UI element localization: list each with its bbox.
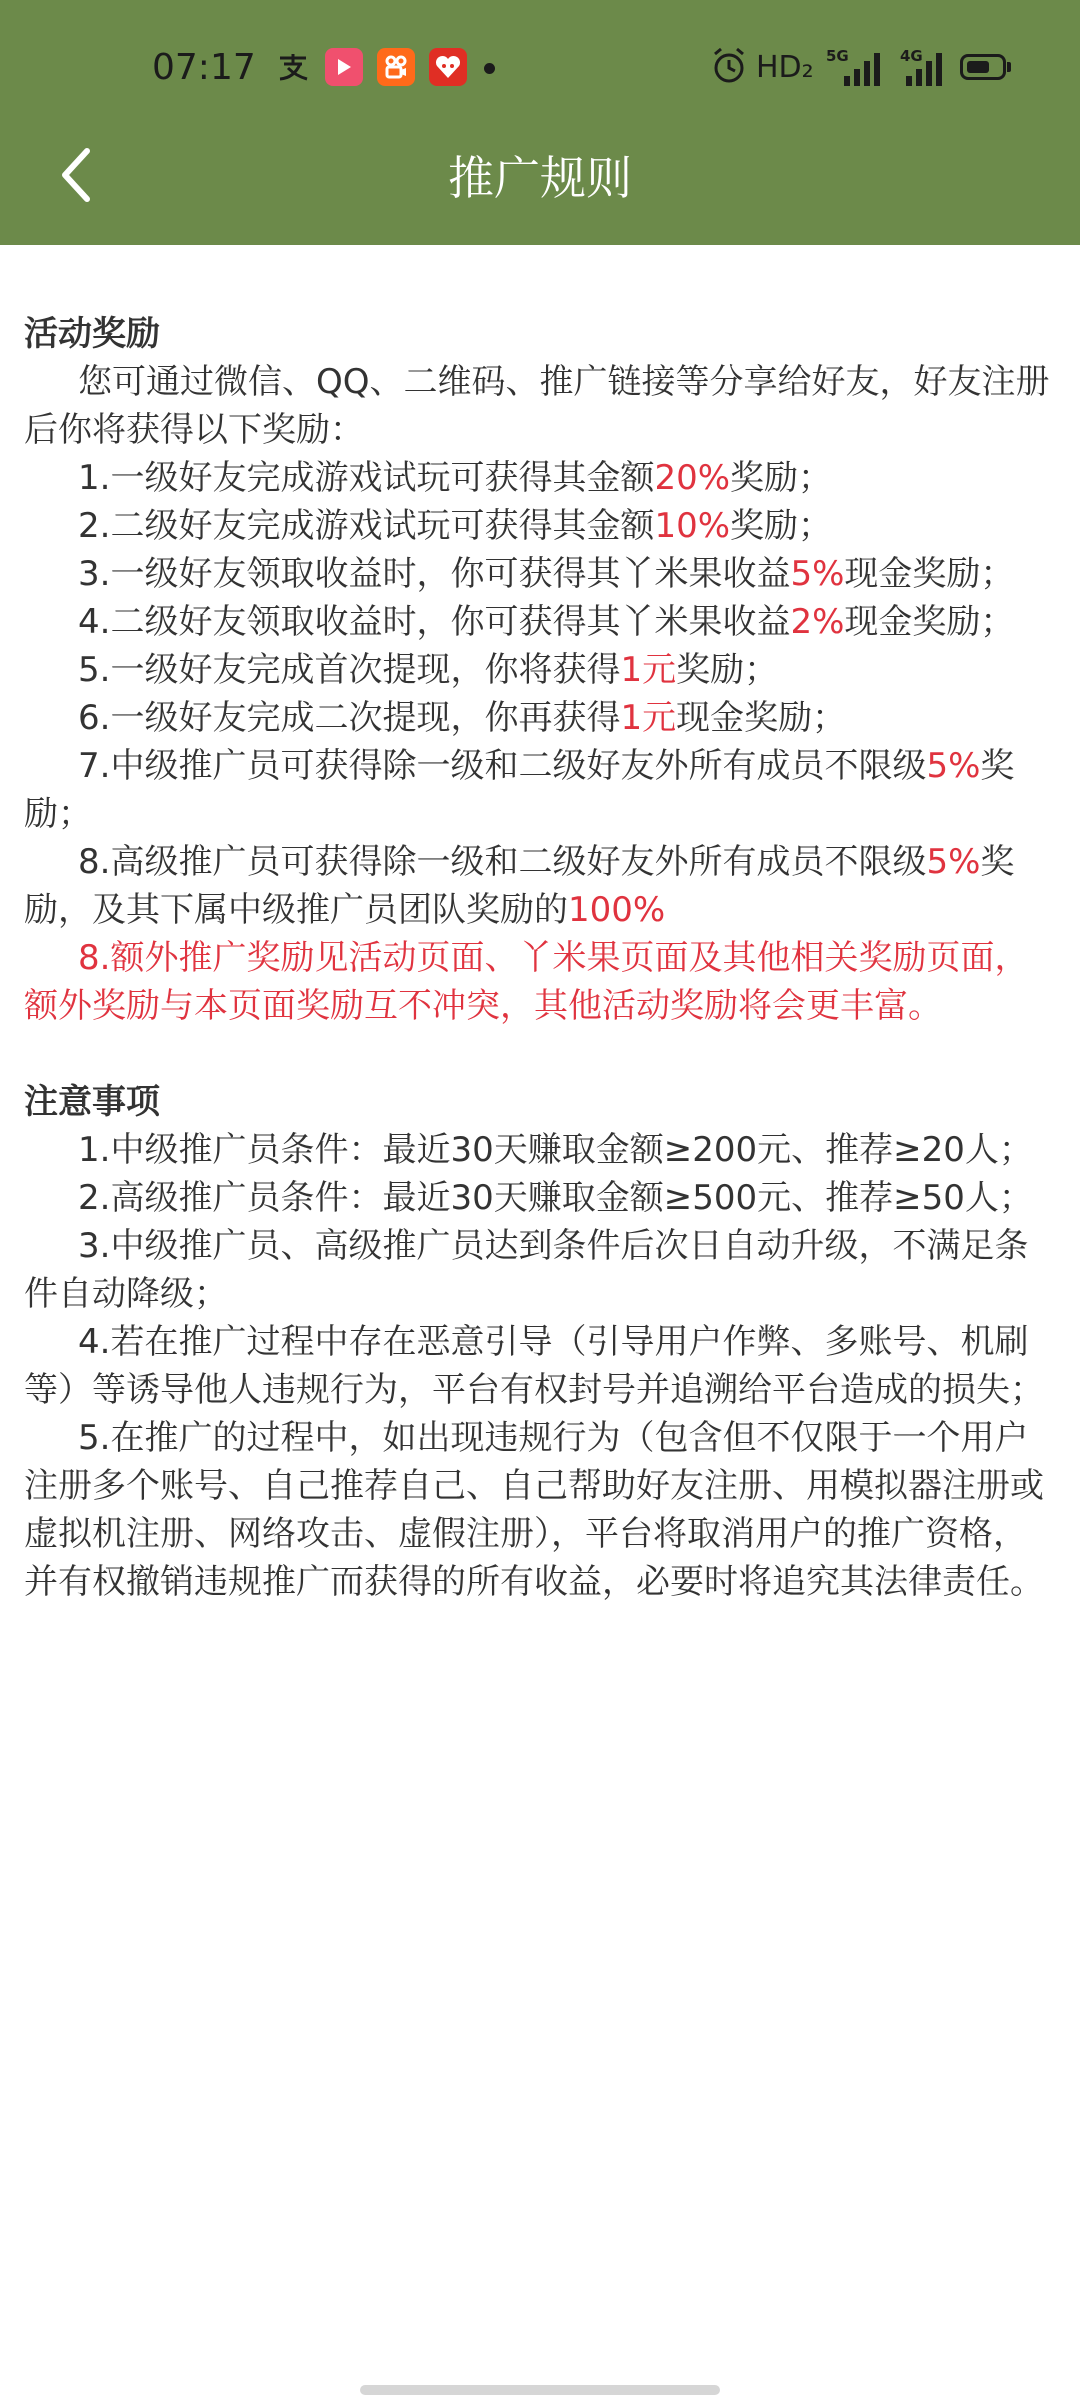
alipay-icon xyxy=(274,48,312,86)
reward-item-5: 5.一级好友完成首次提现，你将获得1元奖励； xyxy=(78,650,779,690)
note-item-5: 5.在推广的过程中，如出现违规行为（包含但不仅限于一个用户注册多个账号、自己推荐自己、自己帮助好友注册、用模拟器注册或虚拟机注册、网络攻击、虚假注册），平台将取消用户的推广资格，并有权撤销违规推广而获得的所有收益，必要时将追究其法律责任。 xyxy=(24,1418,1044,1602)
home-indicator[interactable] xyxy=(360,2385,720,2395)
rewards-section-title: 活动奖励 xyxy=(24,314,160,354)
note-item-3: 3.中级推广员、高级推广员达到条件后次日自动升级，不满足条件自动降级； xyxy=(24,1226,1029,1314)
note-item-2: 2.高级推广员条件：最近30天赚取金额≥500元、推荐≥50人； xyxy=(78,1178,1033,1218)
notification-dot-icon xyxy=(484,63,495,74)
battery-icon xyxy=(960,54,1006,80)
alarm-icon xyxy=(710,46,748,90)
rewards-intro: 您可通过微信、QQ、二维码、推广链接等分享给好友，好友注册后你将获得以下奖励： xyxy=(24,362,1050,450)
reward-item-6: 6.一级好友完成二次提现，你再获得1元现金奖励； xyxy=(78,698,847,738)
video-app-icon xyxy=(325,48,363,86)
status-time: 07:17 xyxy=(152,47,256,88)
network-4g-label: 4G xyxy=(900,47,923,65)
notes-section-title: 注意事项 xyxy=(24,1082,160,1122)
network-5g-label: 5G xyxy=(826,47,849,65)
reward-item-2: 2.二级好友完成游戏试玩可获得其金额10%奖励； xyxy=(78,506,833,546)
reward-item-4: 4.二级好友领取收益时，你可获得其丫米果收益2%现金奖励； xyxy=(78,602,1015,642)
note-item-1: 1.中级推广员条件：最近30天赚取金额≥200元、推荐≥20人； xyxy=(78,1130,1033,1170)
battery-tip xyxy=(1007,62,1011,72)
reward-item-7: 7.中级推广员可获得除一级和二级好友外所有成员不限级5%奖励； xyxy=(24,746,1015,834)
reward-extra-note: 8.额外推广奖励见活动页面、丫米果页面及其他相关奖励页面，额外奖励与本页面奖励互不冲突，其他活动奖励将会更丰富。 xyxy=(24,938,1029,1026)
notes-list xyxy=(24,1126,1056,1606)
note-item-4: 4.若在推广过程中存在恶意引导（引导用户作弊、多账号、机刷等）等诱导他人违规行为，平台有权封号并追溯给平台造成的损失； xyxy=(24,1322,1044,1410)
rules-content xyxy=(24,310,1056,1606)
reward-item-3: 3.一级好友领取收益时，你可获得其丫米果收益5%现金奖励； xyxy=(78,554,1015,594)
reward-list xyxy=(24,454,1056,1030)
kuaishou-icon xyxy=(377,48,415,86)
signal-strength-icon xyxy=(838,52,884,86)
battery-level-fill xyxy=(967,61,989,73)
reward-item-1: 1.一级好友完成游戏试玩可获得其金额20%奖励； xyxy=(78,458,833,498)
header-bar xyxy=(0,0,1080,245)
signal-strength-icon-2 xyxy=(900,52,946,86)
section-spacer xyxy=(24,1030,1056,1078)
status-bar xyxy=(0,0,1080,135)
page-title: 推广规则 xyxy=(448,151,632,205)
hd-voice-label: HD₂ xyxy=(756,50,814,85)
pinduoduo-icon xyxy=(429,48,467,86)
reward-item-8: 8.高级推广员可获得除一级和二级好友外所有成员不限级5%奖励，及其下属中级推广员团队奖励的100% xyxy=(24,842,1015,930)
